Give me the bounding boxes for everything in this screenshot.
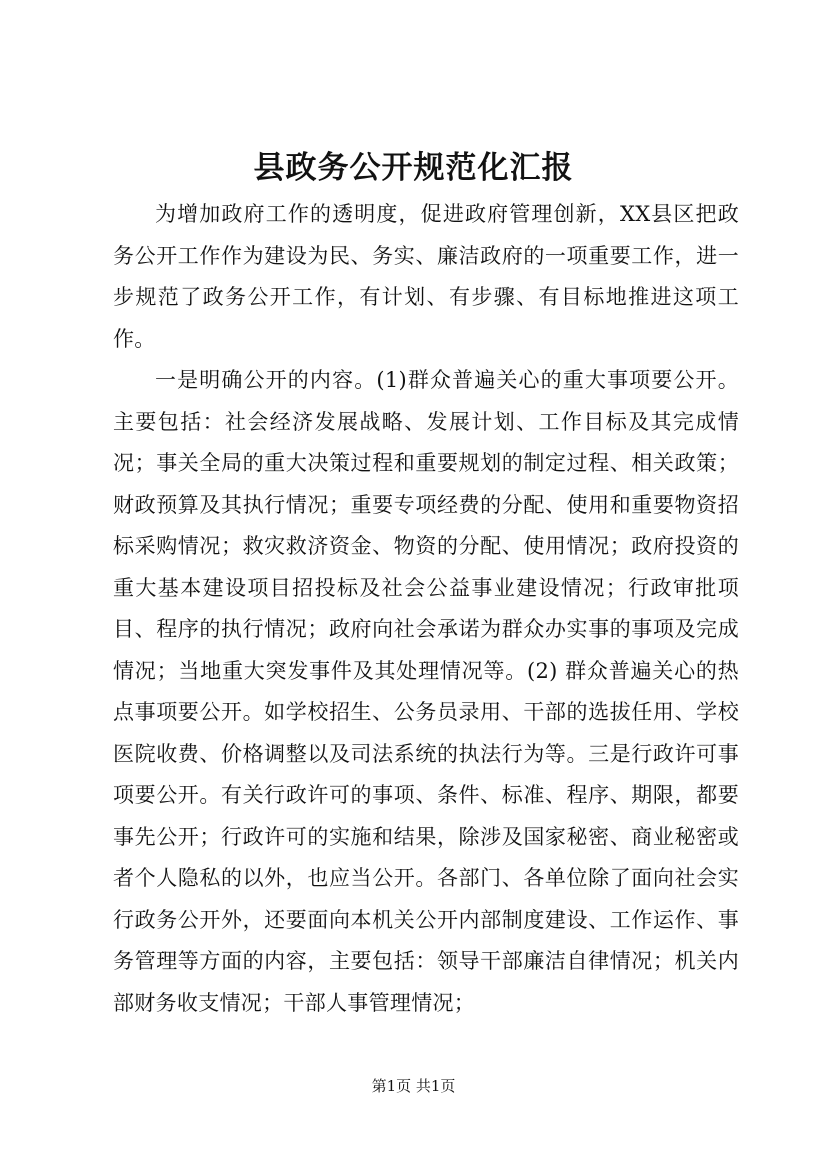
paragraph-intro: 为增加政府工作的透明度，促进政府管理创新，XX县区把政务公开工作作为建设为民、务实、廉洁政府的一项重要工作，进一步规范了政务公开工作，有计划、有步骤、有目标地推进这项工作。 — [113, 202, 739, 351]
document-body — [113, 194, 739, 1024]
page-title: 县政务公开规范化汇报 — [253, 150, 574, 186]
paragraph-content: 一是明确公开的内容。(1)群众普遍关心的重大事项要公开。主要包括：社会经济发展战略、发展计划、工作目标及其完成情况；事关全局的重大决策过程和重要规划的制定过程、相关政策；财政预算及其执行情况；重要专项经费的分配、使用和重要物资招标采购情况；救灾救济资金、物资的分配、使用情况；政府投资的重大基本建设项目招投标及社会公益事业建设情况；行政审批项目、程序的执行情况；政府向社会承诺为群众办实事的事项及完成情况；当地重大突发事件及其处理情况等。(2) 群众普遍关心的热点事项要公开。如学校招生、公务员录用、干部的选拔任用、学校医院收费、价格调整以及司法系统的执法行为等。三是行政许可事项要公开。有关行政许可的事项、条件、标准、程序、期限，都要事先公开；行政许可的实施和结果，除涉及国家秘密、商业秘密或者个人隐私的以外，也应当公开。各部门、各单位除了面向社会实行政务公开外，还要面向本机关公开内部制度建设、工作运作、事务管理等方面的内容，主要包括：领导干部廉洁自律情况；机关内部财务收支情况；干部人事管理情况； — [113, 368, 739, 1015]
page-footer: 第1页 共1页 — [371, 1077, 456, 1095]
